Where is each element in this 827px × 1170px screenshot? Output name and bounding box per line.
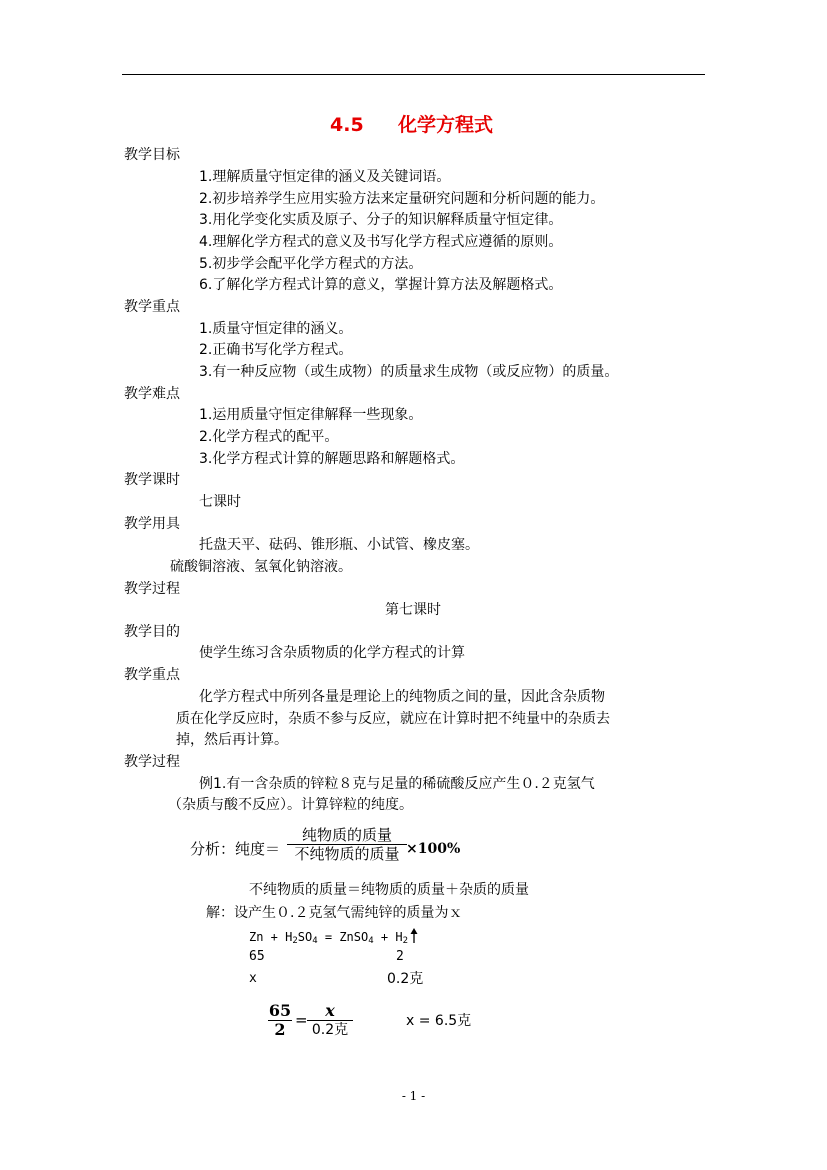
example-line: （杂质与酸不反应）。计算锌粒的纯度。: [168, 797, 413, 813]
proportion-denominator: 0.2克: [311, 1022, 349, 1038]
objective-item: 6.了解化学方程式计算的意义，掌握计算方法及解题格式。: [199, 277, 563, 293]
objective-item: 3.用化学变化实质及原子、分子的知识解释质量守恒定律。: [199, 212, 563, 228]
process-heading: 教学过程: [124, 581, 180, 597]
key-points-heading: 教学重点: [124, 299, 180, 315]
lesson-key-line: 掉，然后再计算。: [176, 732, 288, 748]
objective-item: 5.初步学会配平化学方程式的方法。: [199, 256, 423, 272]
unknown-left: x: [249, 971, 257, 986]
proportion-right: [307, 1002, 353, 1039]
gas-arrow-icon: [410, 928, 418, 944]
objectives-heading: 教学目标: [124, 147, 180, 163]
objective-item: 2.初步培养学生应用实验方法来定量研究问题和分析问题的能力。: [199, 191, 605, 207]
tools-line: 硫酸铜溶液、氢氧化钠溶液。: [170, 559, 352, 575]
lesson-title: 第七课时: [385, 602, 441, 618]
solution-intro: 解：设产生０.２克氢气需纯锌的质量为ｘ: [206, 905, 463, 921]
lesson-goal-heading: 教学目的: [124, 624, 180, 640]
title-number: 4.5: [330, 114, 364, 136]
lesson-process-heading: 教学过程: [124, 754, 180, 770]
eq-subscript: 4: [368, 936, 374, 946]
proportion-numerator: x: [325, 1001, 335, 1020]
chemical-equation: [249, 928, 418, 949]
eq-part: Zn + H: [249, 930, 293, 944]
difficulty-item: 1.运用质量守恒定律解释一些现象。: [199, 407, 423, 423]
eq-subscript: 2: [402, 936, 408, 946]
key-point-item: 3.有一种反应物（或生成物）的质量求生成物（或反应物）的质量。: [199, 364, 619, 380]
eq-part: = ZnSO: [317, 930, 369, 944]
tools-heading: 教学用具: [124, 516, 180, 532]
proportion-numerator: 65: [268, 1001, 292, 1020]
periods-value: 七课时: [199, 494, 241, 510]
eq-subscript: 2: [292, 936, 298, 946]
proportion-denominator: 2: [274, 1020, 286, 1039]
lesson-key-heading: 教学重点: [124, 667, 180, 683]
equals-sign: =: [295, 1011, 308, 1029]
answer: x = 6.5克: [406, 1013, 472, 1029]
ratio-right: 2: [396, 949, 404, 964]
lesson-key-line: 质在化学反应时，杂质不参与反应，就应在计算时把不纯量中的杂质去: [176, 711, 610, 727]
page-title: [330, 114, 493, 136]
objective-item: 4.理解化学方程式的意义及书写化学方程式应遵循的原则。: [199, 234, 563, 250]
known-right: 0.2克: [387, 971, 424, 987]
purity-fraction: [287, 826, 407, 863]
tools-line: 托盘天平、砝码、锥形瓶、小试管、橡皮塞。: [199, 537, 479, 553]
proportion-left: [268, 1002, 292, 1039]
objective-item: 1.理解质量守恒定律的涵义及关键词语。: [199, 169, 451, 185]
difficulty-item: 2.化学方程式的配平。: [199, 429, 339, 445]
mass-relation: 不纯物质的质量＝纯物质的质量＋杂质的质量: [249, 882, 529, 898]
percent-multiplier: ×100%: [406, 841, 461, 857]
eq-part: + H: [373, 930, 403, 944]
header-rule: [122, 74, 705, 75]
difficulty-item: 3.化学方程式计算的解题思路和解题格式。: [199, 451, 465, 467]
eq-part: SO: [297, 930, 313, 944]
eq-subscript: 4: [312, 936, 318, 946]
analysis-label: 分析：纯度＝: [190, 840, 281, 858]
fraction-numerator: 纯物质的质量: [301, 826, 392, 844]
page-number: - 1 -: [401, 1089, 426, 1103]
lesson-key-line: 化学方程式中所列各量是理论上的纯物质之间的量，因此含杂质物: [199, 689, 605, 705]
periods-heading: 教学课时: [124, 472, 180, 488]
key-point-item: 1.质量守恒定律的涵义。: [199, 321, 353, 337]
title-text: 化学方程式: [398, 114, 494, 136]
lesson-goal-text: 使学生练习含杂质物质的化学方程式的计算: [199, 645, 465, 661]
difficulties-heading: 教学难点: [124, 386, 180, 402]
fraction-denominator: 不纯物质的质量: [294, 845, 400, 863]
ratio-left: 65: [249, 949, 265, 964]
key-point-item: 2.正确书写化学方程式。: [199, 342, 353, 358]
example-line: 例1.有一含杂质的锌粒８克与足量的稀硫酸反应产生０.２克氢气: [199, 776, 595, 792]
